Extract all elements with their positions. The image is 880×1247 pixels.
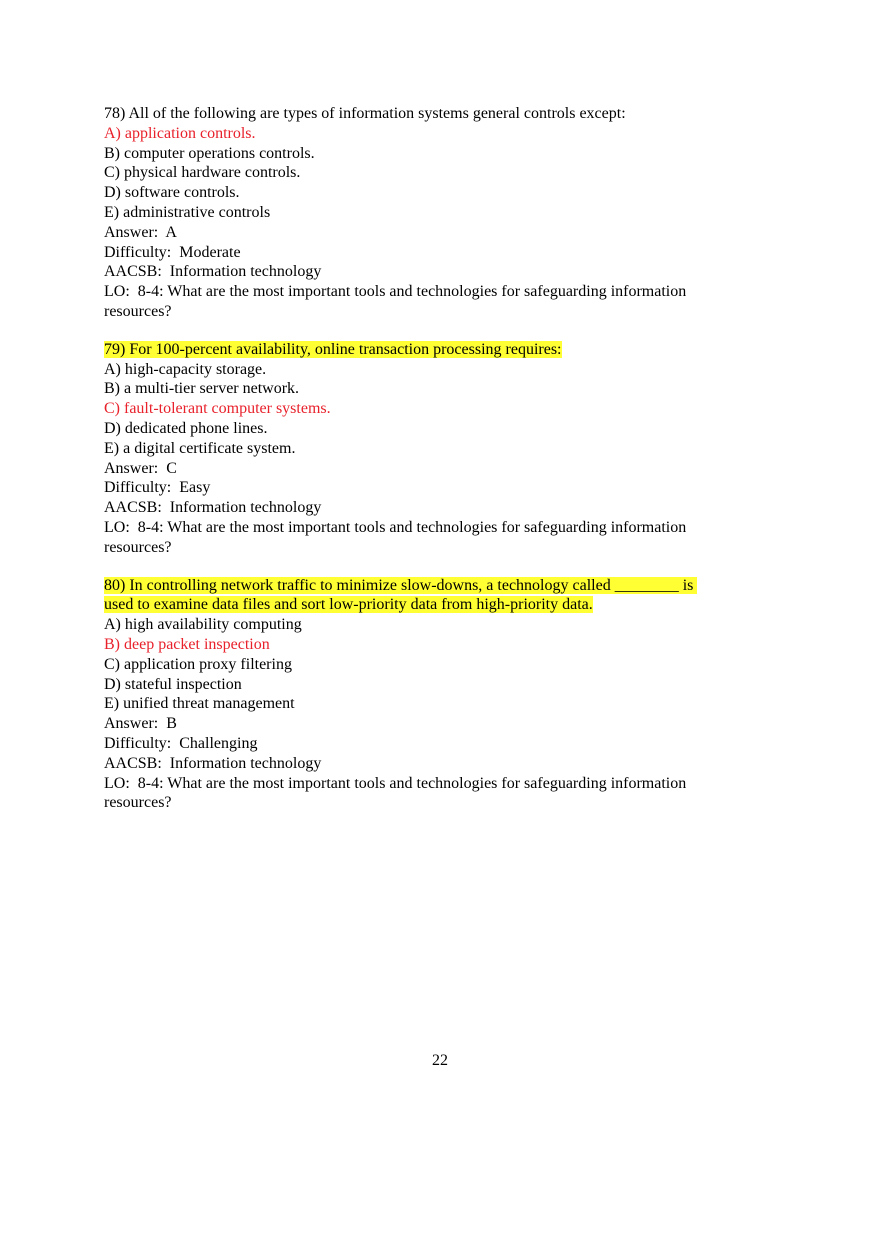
option-e: E) unified threat management	[104, 695, 295, 713]
option-c: C) physical hardware controls.	[104, 164, 301, 182]
option-d: D) dedicated phone lines.	[104, 419, 268, 437]
option-a-correct: A) application controls.	[104, 124, 256, 142]
difficulty-line: Difficulty: Moderate	[104, 243, 241, 261]
question-stem-highlighted-1: 80) In controlling network traffic to minimize slow-downs, a technology called ________ is	[104, 576, 698, 594]
learning-objective-continuation: resources?	[104, 794, 172, 812]
learning-objective-line: LO: 8-4: What are the most important tools and technologies for safeguarding information	[104, 518, 687, 536]
option-b-correct: B) deep packet inspection	[104, 635, 270, 653]
aacsb-line: AACSB: Information technology	[104, 263, 322, 281]
question-80	[104, 576, 754, 814]
question-stem: 78) All of the following are types of information systems general controls except:	[104, 105, 626, 122]
option-e: E) a digital certificate system.	[104, 439, 296, 457]
aacsb-line: AACSB: Information technology	[104, 754, 322, 772]
aacsb-line: AACSB: Information technology	[104, 499, 322, 517]
question-79	[104, 340, 754, 558]
answer-line: Answer: C	[104, 459, 177, 477]
learning-objective-line: LO: 8-4: What are the most important tools and technologies for safeguarding information	[104, 283, 687, 301]
difficulty-line: Difficulty: Challenging	[104, 734, 258, 752]
question-stem-line-2	[104, 595, 754, 615]
question-stem-highlighted: 79) For 100-percent availability, online transaction processing requires:	[104, 340, 562, 358]
answer-line: Answer: B	[104, 715, 177, 733]
answer-line: Answer: A	[104, 223, 177, 241]
option-a: A) high availability computing	[104, 616, 302, 634]
question-stem-line-1	[104, 576, 754, 596]
learning-objective-continuation: resources?	[104, 538, 172, 556]
question-78	[104, 104, 754, 322]
page-number: 22	[432, 1052, 448, 1069]
option-c: C) application proxy filtering	[104, 655, 292, 673]
question-stem-line	[104, 340, 754, 360]
difficulty-line: Difficulty: Easy	[104, 479, 211, 497]
question-stem-highlighted-2: used to examine data files and sort low-priority data from high-priority data.	[104, 596, 593, 614]
option-b: B) a multi-tier server network.	[104, 380, 300, 398]
option-e: E) administrative controls	[104, 203, 271, 221]
document-page	[104, 104, 754, 831]
option-d: D) software controls.	[104, 184, 240, 202]
option-c-correct: C) fault-tolerant computer systems.	[104, 400, 331, 418]
option-d: D) stateful inspection	[104, 675, 242, 693]
option-b: B) computer operations controls.	[104, 144, 315, 162]
learning-objective-line: LO: 8-4: What are the most important tools and technologies for safeguarding information	[104, 774, 687, 792]
option-a: A) high-capacity storage.	[104, 360, 267, 378]
learning-objective-continuation: resources?	[104, 302, 172, 320]
